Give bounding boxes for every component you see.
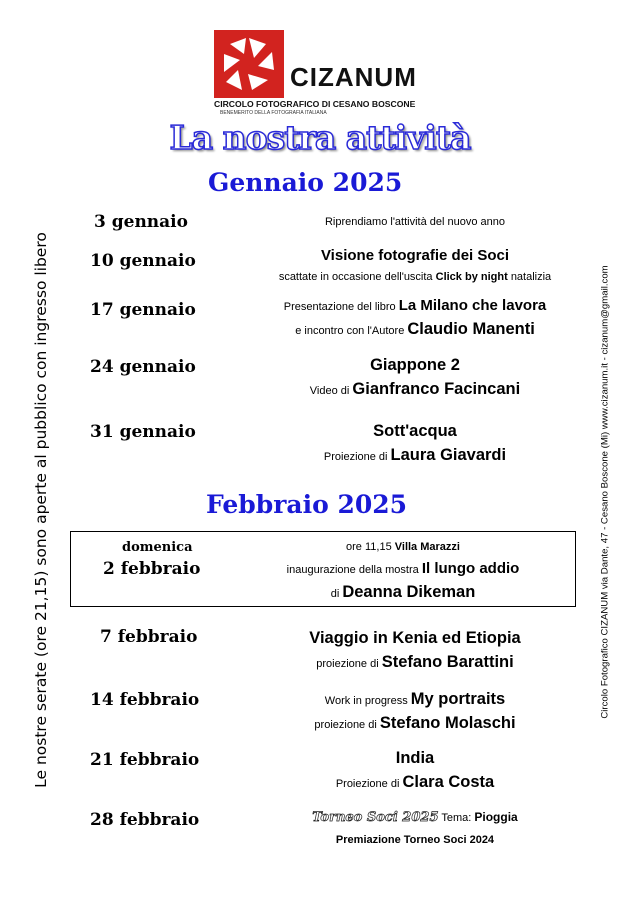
event-subtext: scattate in occasione dell'uscita xyxy=(278,271,433,283)
event-description xyxy=(235,747,595,795)
event-title: Il lungo addio xyxy=(421,560,520,577)
event-place: Villa Marazzi xyxy=(394,541,460,553)
page-title: La nostra attività xyxy=(169,118,471,157)
event-description xyxy=(235,688,595,736)
logo-line2: BENEMERITO DELLA FOTOGRAFIA ITALIANA xyxy=(220,110,327,116)
event-author: Laura Giavardi xyxy=(390,446,507,464)
side-note-right: Circolo Fotografico CIZANUM via Dante, 47 - Cesano Boscone (Mi) www.cizanum.it - cizanum@gmail.com xyxy=(599,265,611,719)
event-date: 2 febbraio xyxy=(103,559,201,579)
month-header-febbraio: Febbraio 2025 xyxy=(206,490,408,519)
event-title: India xyxy=(395,749,435,767)
event-description xyxy=(235,627,595,675)
event-date: 7 febbraio xyxy=(100,627,198,647)
event-date: 14 febbraio xyxy=(90,690,200,710)
event-author: Stefano Barattini xyxy=(381,653,514,671)
event-subtext: Presentazione del libro xyxy=(283,301,396,313)
event-subtext: Video di xyxy=(309,385,350,397)
event-date: 3 gennaio xyxy=(94,212,188,232)
event-author: Clara Costa xyxy=(402,773,495,791)
event-title: Giappone 2 xyxy=(370,356,460,374)
event-author: Deanna Dikeman xyxy=(342,583,476,601)
event-date: 28 febbraio xyxy=(90,810,200,830)
event-text: Riprendiamo l'attività del nuovo anno xyxy=(324,216,506,228)
event-subtext-bold: Premiazione Torneo Soci 2024 xyxy=(335,834,495,846)
event-subtext: e incontro con l'Autore xyxy=(295,325,405,337)
event-description xyxy=(235,211,595,233)
event-subtext: di xyxy=(330,588,340,600)
event-title: Viaggio in Kenia ed Etiopia xyxy=(309,629,521,647)
event-description xyxy=(235,806,595,851)
event-description xyxy=(235,295,595,342)
event-subtext: inaugurazione della mostra xyxy=(286,564,419,576)
event-date: 24 gennaio xyxy=(90,357,196,377)
logo-line1: CIRCOLO FOTOGRAFICO DI CESANO BOSCONE xyxy=(214,99,416,109)
event-title: Sott'acqua xyxy=(373,422,457,440)
event-title: Visione fotografie dei Soci xyxy=(320,247,510,264)
event-subtext: proiezione di xyxy=(314,719,377,731)
event-author: Gianfranco Facincani xyxy=(352,380,521,398)
event-theme: Pioggia xyxy=(474,810,518,824)
logo-name: CIZANUM xyxy=(290,62,417,92)
event-author: Claudio Manenti xyxy=(407,320,535,338)
event-description xyxy=(235,354,595,402)
event-date: 31 gennaio xyxy=(90,422,196,442)
month-header-gennaio: Gennaio 2025 xyxy=(208,168,403,197)
event-date: 17 gennaio xyxy=(90,300,196,320)
event-date: 21 febbraio xyxy=(90,750,200,770)
event-description xyxy=(235,246,595,287)
event-title: La Milano che lavora xyxy=(398,297,547,314)
event-subtext: Proiezione di xyxy=(335,778,400,790)
side-note-left: Le nostre serate (ore 21,15) sono aperte al pubblico con ingresso libero xyxy=(32,232,50,788)
shutter-icon xyxy=(214,30,284,98)
event-time: ore 11,15 xyxy=(346,541,392,553)
club-logo xyxy=(214,30,284,98)
event-subtext: Work in progress xyxy=(324,695,408,707)
event-date: 10 gennaio xyxy=(90,251,196,271)
event-description xyxy=(235,420,595,468)
torneo-logo: Torneo Soci 2025 xyxy=(312,810,439,825)
event-subtext: natalizia xyxy=(510,271,552,283)
event-description xyxy=(223,536,583,605)
event-subtext: Tema: xyxy=(441,812,472,824)
event-title: My portraits xyxy=(410,690,506,708)
event-author: Stefano Molaschi xyxy=(379,714,516,732)
event-subtext-bold: Click by night xyxy=(435,271,508,283)
event-subtext: proiezione di xyxy=(316,658,379,670)
event-day: domenica xyxy=(122,540,193,555)
event-subtext: Proiezione di xyxy=(323,451,388,463)
